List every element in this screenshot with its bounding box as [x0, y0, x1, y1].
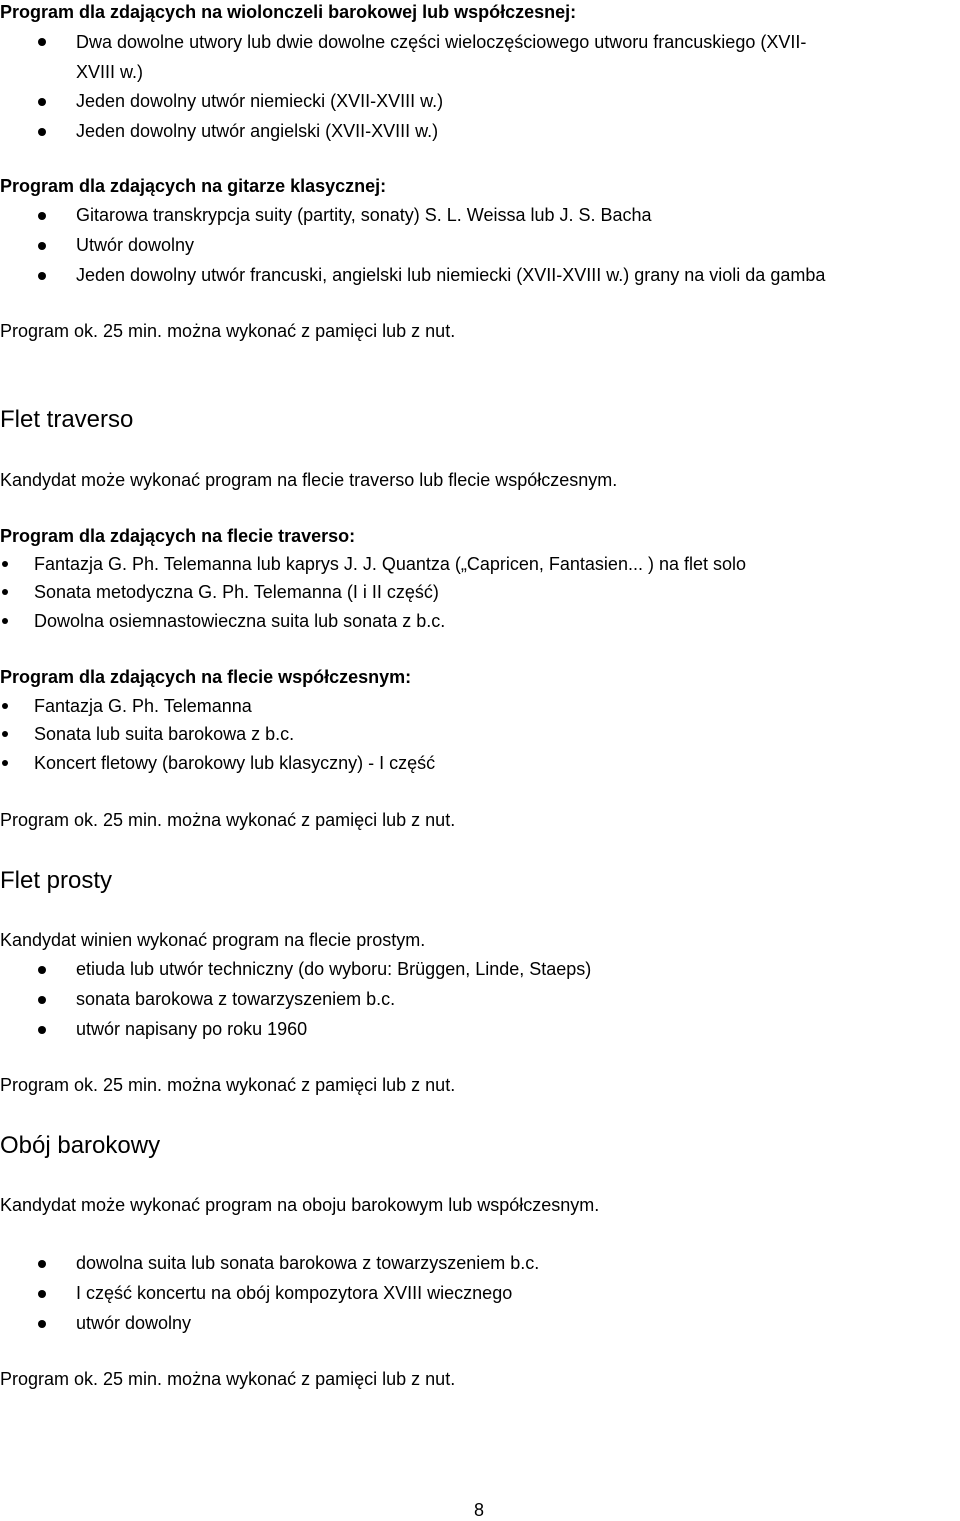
bullet [38, 272, 46, 280]
flet-traverso-intro: Kandydat może wykonać program na flecie traverso lub flecie współczesnym. [0, 470, 618, 490]
guitar-program-note: Program ok. 25 min. można wykonać z pamięci lub z nut. [0, 321, 456, 341]
flet-prosty-intro: Kandydat winien wykonać program na flecie prostym. [0, 930, 426, 950]
bullet [2, 731, 8, 737]
bullet [38, 966, 46, 974]
bullet [38, 1260, 46, 1268]
cello-item-3: Jeden dowolny utwór angielski (XVII-XVIII w.) [76, 121, 439, 141]
bullet [38, 212, 46, 220]
bullet [38, 98, 46, 106]
flet-traverso-note: Program ok. 25 min. można wykonać z pamięci lub z nut. [0, 810, 456, 830]
oboj-item-3: utwór dowolny [76, 1313, 192, 1333]
bullet [38, 128, 46, 136]
oboj-intro: Kandydat może wykonać program na oboju barokowym lub współczesnym. [0, 1195, 600, 1215]
guitar-item-3: Jeden dowolny utwór francuski, angielski lub niemiecki (XVII-XVIII w.) grany na violi da gamba [76, 265, 826, 285]
traverso-item-2: Sonata metodyczna G. Ph. Telemanna (I i II część) [34, 582, 439, 602]
bullet [38, 38, 46, 46]
modern-flute-item-2: Sonata lub suita barokowa z b.c. [34, 724, 295, 744]
guitar-program-heading: Program dla zdających na gitarze klasycznej: [0, 176, 387, 196]
bullet [2, 760, 8, 766]
guitar-item-1: Gitarowa transkrypcja suity (partity, sonaty) S. L. Weissa lub J. S. Bacha [76, 205, 652, 225]
bullet [38, 1026, 46, 1034]
section-title-flet-prosty: Flet prosty [0, 867, 113, 894]
bullet [2, 703, 8, 709]
modern-flute-item-3: Koncert fletowy (barokowy lub klasyczny) - I część [34, 753, 436, 773]
flet-prosty-item-1: etiuda lub utwór techniczny (do wyboru: Brüggen, Linde, Staeps) [76, 959, 592, 979]
bullet [2, 561, 8, 567]
modern-flute-program-heading: Program dla zdających na flecie współczesnym: [0, 667, 412, 687]
flet-prosty-item-3: utwór napisany po roku 1960 [76, 1019, 308, 1039]
traverso-item-1: Fantazja G. Ph. Telemanna lub kaprys J. J. Quantza („Capricen, Fantasien... ) na flet solo [34, 554, 747, 574]
cello-item-2: Jeden dowolny utwór niemiecki (XVII-XVIII w.) [76, 91, 444, 111]
cello-program-heading: Program dla zdających na wiolonczeli barokowej lub współczesnej: [0, 2, 577, 22]
guitar-item-2: Utwór dowolny [76, 235, 195, 255]
bullet [38, 242, 46, 250]
bullet [38, 1320, 46, 1328]
bullet [38, 996, 46, 1004]
flet-prosty-note: Program ok. 25 min. można wykonać z pamięci lub z nut. [0, 1075, 456, 1095]
modern-flute-item-1: Fantazja G. Ph. Telemanna [34, 696, 252, 716]
bullet [38, 1290, 46, 1298]
page-number: 8 [474, 1500, 485, 1520]
oboj-item-1: dowolna suita lub sonata barokowa z towarzyszeniem b.c. [76, 1253, 540, 1273]
section-title-oboj-barokowy: Obój barokowy [0, 1132, 161, 1159]
bullet [2, 618, 8, 624]
cello-item-1-continued: XVIII w.) [76, 62, 144, 82]
traverso-program-heading: Program dla zdających na flecie traverso: [0, 526, 356, 546]
bullet [2, 589, 8, 595]
oboj-note: Program ok. 25 min. można wykonać z pamięci lub z nut. [0, 1369, 456, 1389]
oboj-item-2: I część koncertu na obój kompozytora XVIII wiecznego [76, 1283, 513, 1303]
section-title-flet-traverso: Flet traverso [0, 406, 134, 433]
cello-item-1: Dwa dowolne utwory lub dwie dowolne części wieloczęściowego utworu francuskiego (XVII- [76, 32, 807, 52]
flet-prosty-item-2: sonata barokowa z towarzyszeniem b.c. [76, 989, 396, 1009]
traverso-item-3: Dowolna osiemnastowieczna suita lub sonata z b.c. [34, 611, 446, 631]
